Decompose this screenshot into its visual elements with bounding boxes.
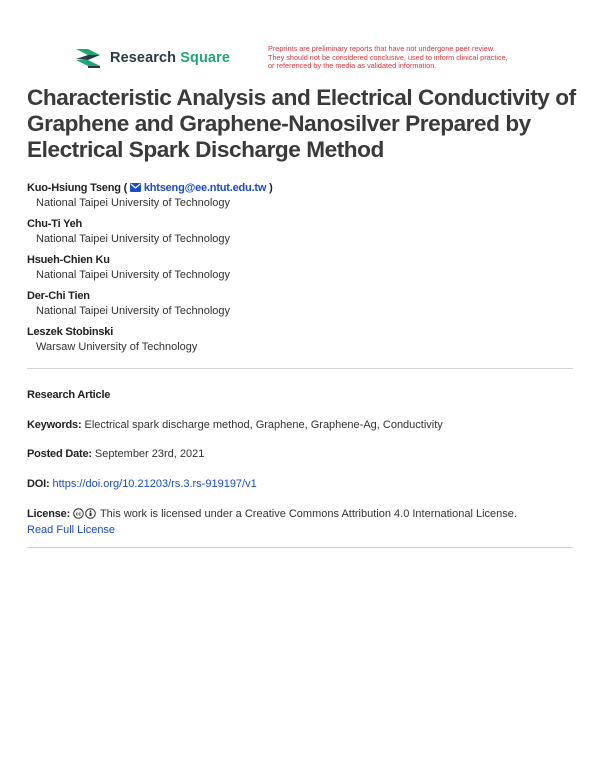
- author-name: Kuo-Hsiung Tseng: [27, 182, 121, 194]
- posted-date: [27, 446, 577, 462]
- svg-text:cc: cc: [75, 511, 82, 518]
- article-type-label: Research Article: [27, 389, 111, 401]
- author-affiliation: Warsaw University of Technology: [36, 341, 198, 353]
- author-name: Hsueh-Chien Ku: [27, 254, 110, 266]
- preprint-notice-line: Preprints are preliminary reports that have not undergone peer review.: [268, 44, 495, 53]
- author-entry: [27, 253, 577, 289]
- preprint-notice: [268, 45, 568, 71]
- license-label: License:: [27, 508, 71, 520]
- header: [0, 0, 600, 80]
- creative-commons-icon: [73, 508, 84, 519]
- read-full-license-link[interactable]: Read Full License: [27, 524, 116, 536]
- posted-date-label: Posted Date:: [27, 448, 92, 460]
- author-email-link[interactable]: [130, 182, 266, 194]
- author-affiliation: National Taipei University of Technology: [36, 269, 231, 281]
- preprint-notice-line: They should not be considered conclusive, used to inform clinical practice,: [268, 52, 508, 62]
- author-name: Leszek Stobinski: [27, 326, 114, 338]
- author-entry: [27, 325, 577, 361]
- brand-name: [110, 50, 230, 66]
- author-affiliation: National Taipei University of Technology: [36, 305, 231, 317]
- brand-name-square: Square: [180, 50, 230, 66]
- author-entry: [27, 289, 577, 325]
- doi: [27, 476, 577, 492]
- author-name: Chu-Ti Yeh: [27, 218, 83, 230]
- paper-title: Characteristic Analysis and Electrical Conductivity of Graphene and Graphene-Nanosilver Prepared by Electrical Spark Discharge Method: [27, 85, 576, 162]
- license-text: This work is licensed under a Creative Commons Attribution 4.0 International License.: [99, 508, 517, 520]
- envelope-icon: [130, 183, 141, 192]
- author-list: [27, 181, 577, 361]
- author-affiliation: National Taipei University of Technology: [36, 233, 231, 245]
- author-entry: Kuo-Hsiung Tseng ( khtseng@ee.ntut.edu.tw ) National Taipei University of Technology: [27, 181, 577, 217]
- doi-link[interactable]: https://doi.org/10.21203/rs.3.rs-919197/v1: [52, 478, 257, 490]
- research-square-logo-icon: [74, 46, 102, 70]
- article-type: [27, 387, 577, 403]
- author-email: khtseng@ee.ntut.edu.tw: [143, 182, 267, 194]
- divider: [27, 368, 573, 369]
- divider: [27, 547, 573, 548]
- license: [27, 506, 577, 538]
- author-entry: [27, 217, 577, 253]
- attribution-icon: [85, 508, 96, 519]
- keywords-label: Keywords:: [27, 419, 82, 431]
- brand-name-research: Research: [110, 50, 177, 66]
- author-name: Der-Chi Tien: [27, 290, 90, 302]
- author-affiliation: National Taipei University of Technology: [36, 197, 231, 209]
- keywords-value: Electrical spark discharge method, Graphene, Graphene-Ag, Conductivity: [84, 419, 443, 431]
- preprint-notice-line: or referenced by the media as validated information.: [268, 61, 437, 71]
- doi-label: DOI:: [27, 478, 50, 490]
- posted-date-value: September 23rd, 2021: [94, 448, 205, 460]
- keywords: [27, 417, 577, 433]
- research-square-logo[interactable]: [74, 46, 230, 70]
